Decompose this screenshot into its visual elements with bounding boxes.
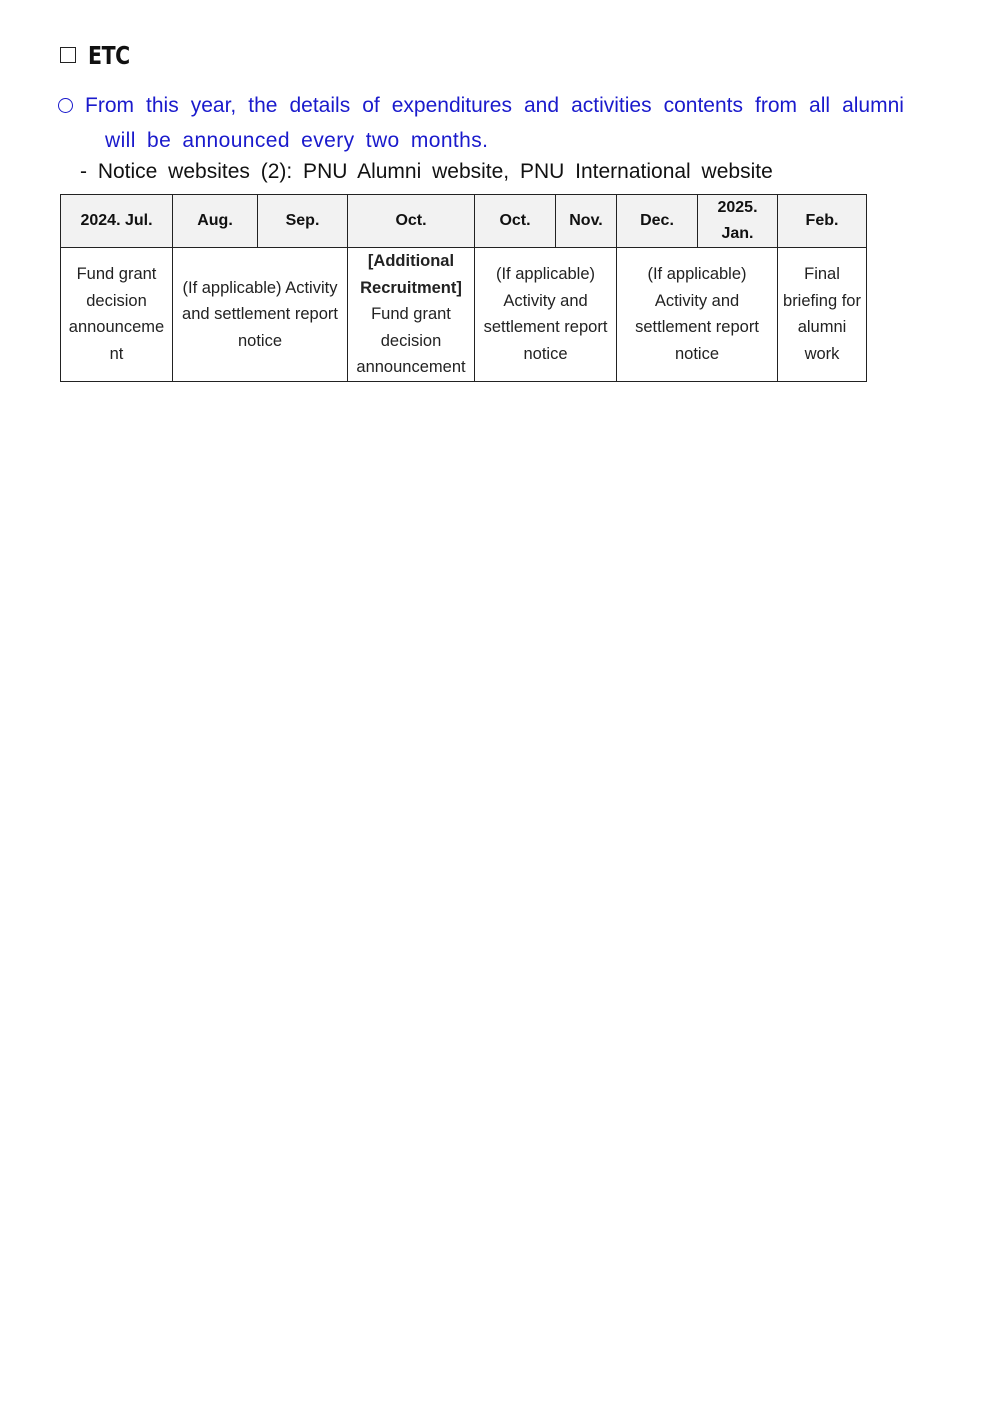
header-2024-jul: 2024. Jul.: [61, 195, 173, 248]
bullet-word: this: [146, 94, 179, 117]
announcement-bullet: [58, 88, 904, 158]
schedule-table: [60, 194, 867, 382]
header-nov: Nov.: [556, 195, 617, 248]
additional-recruitment-text: Fund grant decision announcement: [356, 305, 466, 377]
header-oct-2: Oct.: [475, 195, 556, 248]
bullet-word: year,: [190, 94, 237, 117]
empty-square-icon: [60, 47, 76, 63]
bullet-word: from: [755, 94, 798, 117]
header-oct-1: Oct.: [348, 195, 475, 248]
cell-dec-jan: (If applicable) Activity and settlement report notice: [617, 248, 778, 382]
schedule-row: [61, 248, 867, 382]
header-aug: Aug.: [173, 195, 258, 248]
cell-feb: Final briefing for alumni work: [778, 248, 867, 382]
bullet-word: of: [362, 94, 380, 117]
section-heading: [60, 38, 139, 72]
notice-websites: - Notice websites (2): PNU Alumni website, PNU International website: [80, 160, 773, 183]
cell-jul: Fund grant decision announceme nt: [61, 248, 173, 382]
bullet-word: the: [248, 94, 278, 117]
bullet-word: From: [58, 88, 134, 123]
bullet-line-2: will be announced every two months.: [105, 129, 489, 152]
header-feb: Feb.: [778, 195, 867, 248]
hollow-circle-icon: [58, 98, 73, 113]
cell-oct-nov: (If applicable) Activity and settlement report notice: [475, 248, 617, 382]
cell-aug-sep: (If applicable) Activity and settlement report notice: [173, 248, 348, 382]
header-sep: Sep.: [258, 195, 348, 248]
bullet-word: and: [524, 94, 560, 117]
schedule-header-row: [61, 195, 867, 248]
header-2025-jan: 2025. Jan.: [698, 195, 778, 248]
header-dec: Dec.: [617, 195, 698, 248]
bullet-word: all: [809, 94, 831, 117]
cell-oct-additional: [348, 248, 475, 382]
bullet-line-1: [58, 88, 904, 123]
bullet-word: details: [289, 94, 351, 117]
bullet-word: contents: [663, 94, 743, 117]
bullet-word: expenditures: [391, 94, 512, 117]
additional-recruitment-tag: [Additional Recruitment]: [360, 252, 462, 297]
bullet-word: activities: [571, 94, 652, 117]
section-title: ETC: [88, 40, 130, 70]
bullet-word: alumni: [842, 94, 904, 117]
